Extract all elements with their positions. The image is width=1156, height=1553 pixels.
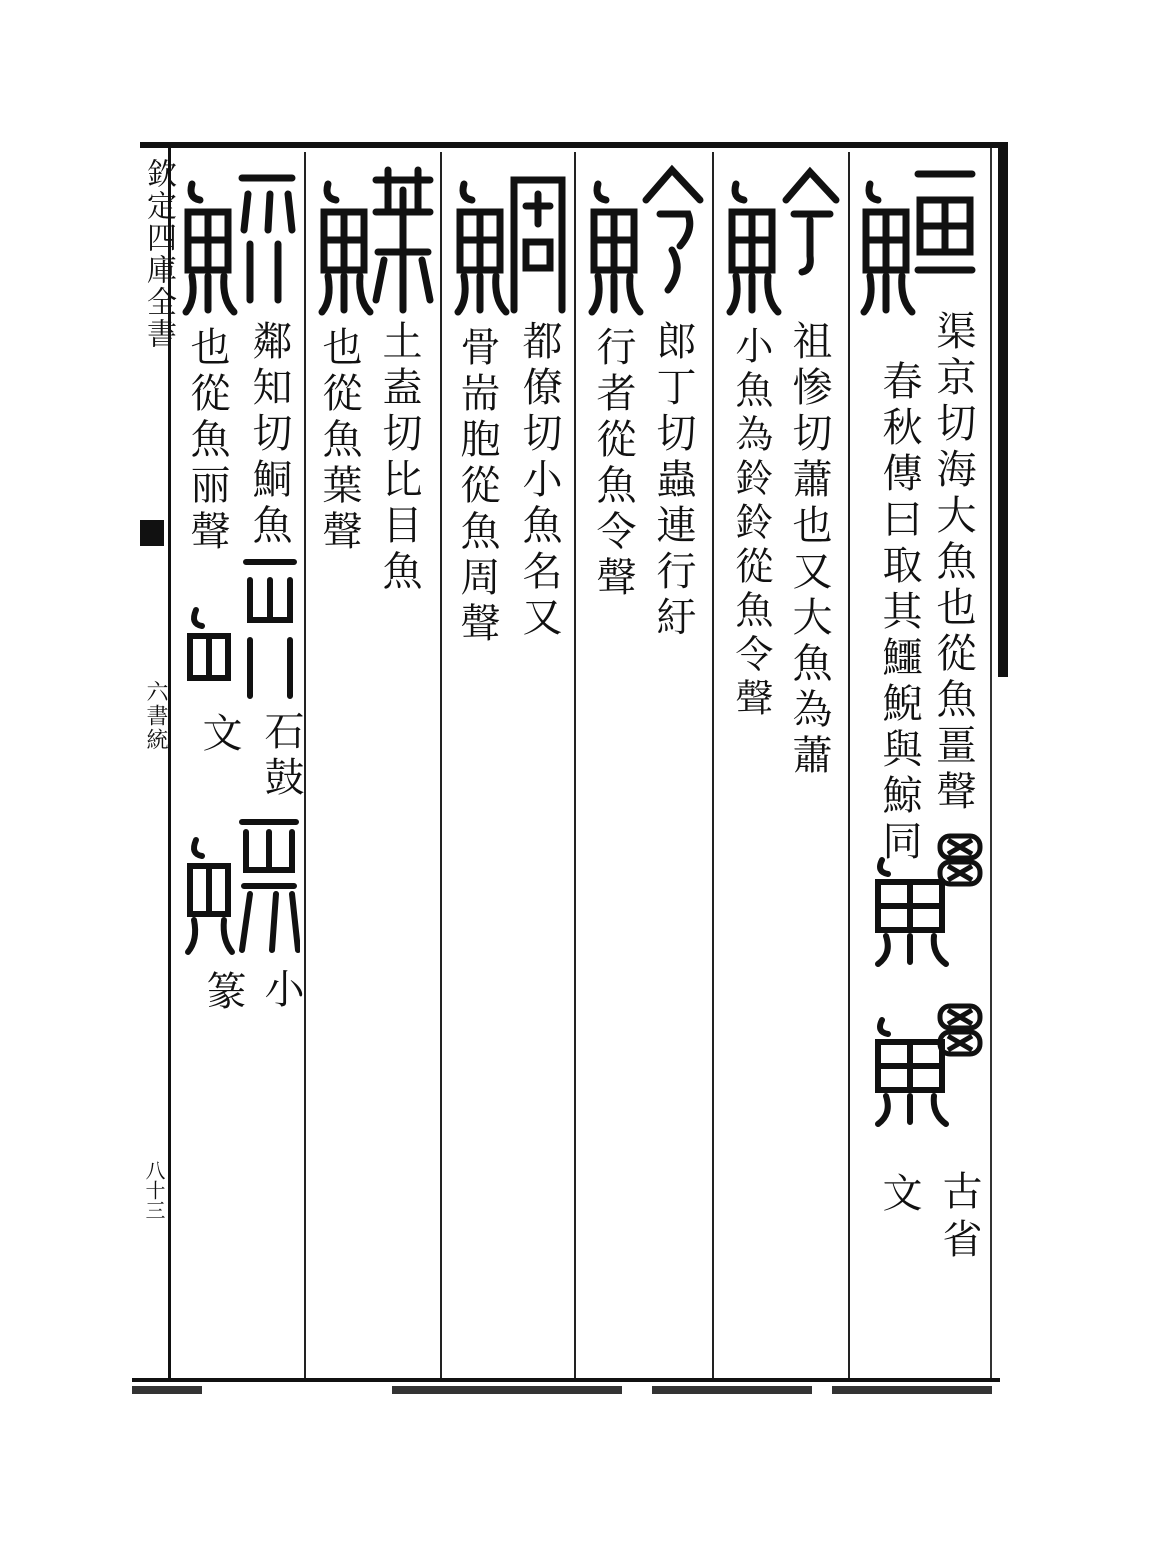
fish-seal-icon (722, 160, 842, 320)
margin-title: 欽定四庫全書 (141, 158, 176, 350)
fish-seal-icon (856, 160, 976, 320)
variant-tag: 文 (876, 1172, 922, 1218)
definition-line: 土盍切比目魚 (376, 320, 422, 596)
fish-seal-icon (584, 160, 704, 320)
definition-line: 行者從魚令聲 (590, 326, 636, 602)
seal-glyph-main (178, 160, 298, 320)
variant-seal-glyph (180, 550, 300, 700)
bottom-print-marks (132, 1386, 1002, 1400)
definition-line: 也從魚葉聲 (316, 326, 362, 556)
seal-glyph-main (314, 160, 434, 320)
definition-line: 祖惨切蕭也又大魚為蕭 (786, 320, 832, 780)
variant-tag: 文 (196, 712, 242, 758)
variant-tag: 石鼓 (258, 710, 304, 802)
frame-right-border (998, 142, 1008, 677)
entry-column-6 (172, 160, 312, 1370)
margin-book-title: 六書統 (143, 680, 168, 752)
seal-glyph-main (722, 160, 842, 320)
variant-tag: 小 (258, 968, 304, 1014)
fish-seal-icon (450, 160, 570, 320)
seal-glyph-main (584, 160, 704, 320)
margin-page-number: 八十三 (142, 1160, 166, 1220)
variant-seal-glyph (862, 1010, 962, 1130)
entry-column-5 (308, 160, 448, 1370)
entry-column-2 (716, 160, 856, 1370)
margin-column (136, 150, 176, 1378)
fish-seal-icon (180, 810, 300, 960)
definition-line: 渠京切海大魚也從魚畺聲 (930, 310, 976, 816)
variant-tag: 省 (936, 1218, 982, 1264)
fish-seal-icon (178, 160, 298, 320)
variant-tag: 古 (936, 1170, 982, 1216)
variant-tag: 篆 (200, 970, 246, 1016)
definition-line: 鄰知切鮦魚 (246, 320, 292, 550)
definition-line: 春秋傳曰取其鱷鯢與鯨同 (876, 360, 922, 866)
fishtail-mark (140, 520, 164, 546)
fish-seal-icon (862, 1010, 962, 1130)
variant-seal-glyph (180, 810, 300, 960)
definition-line: 骨耑胞從魚周聲 (454, 326, 500, 648)
definition-line: 也從魚丽聲 (184, 326, 230, 556)
fish-seal-icon (314, 160, 434, 320)
definition-line: 都僚切小魚名又 (516, 320, 562, 642)
frame-bottom-border (132, 1378, 1000, 1382)
fish-seal-icon (862, 850, 962, 970)
entry-column-3 (578, 160, 718, 1370)
variant-seal-glyph (862, 850, 962, 970)
entry-column-4 (444, 160, 584, 1370)
definition-line: 郎丁切蟲連行紆 (650, 320, 696, 642)
seal-glyph-main (450, 160, 570, 320)
entry-column-1 (852, 160, 992, 1370)
fish-seal-icon (180, 550, 300, 700)
seal-glyph-main (856, 160, 976, 320)
definition-line: 小魚為鈴鈴從魚令聲 (728, 326, 773, 722)
frame-top-border (140, 142, 1008, 148)
